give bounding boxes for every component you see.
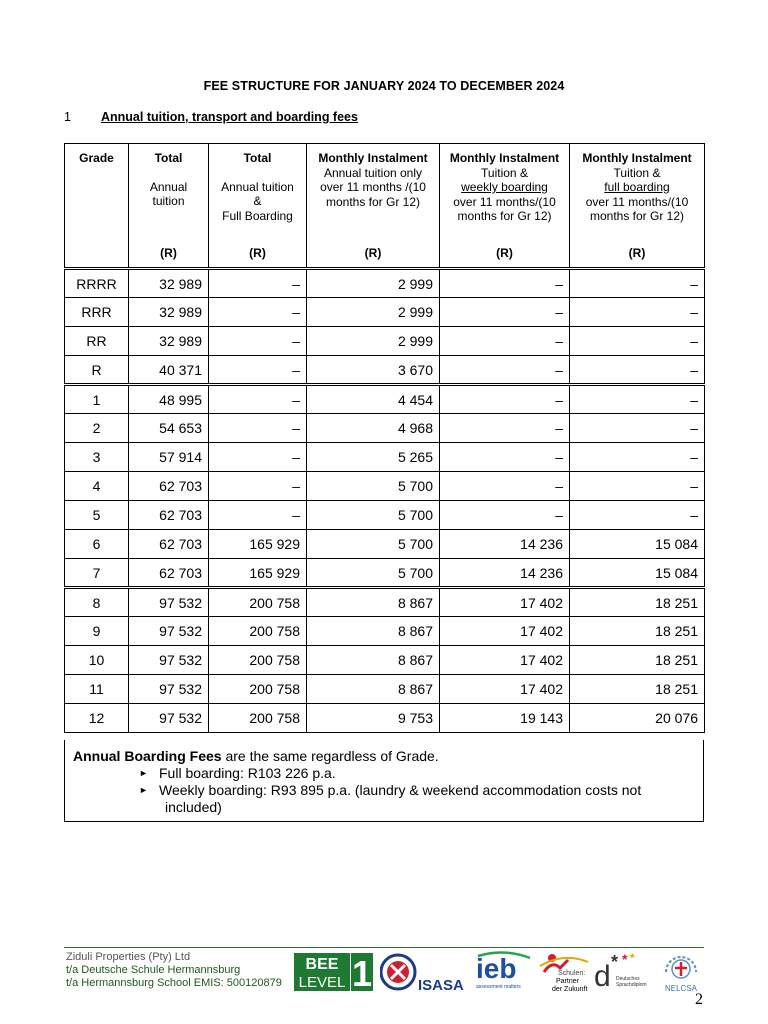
cell-monthly-weekly-boarding: 19 143 xyxy=(440,704,570,733)
header-monthly-full-boarding: Monthly Instalment Tuition & full boarding over 11 months/(10 months for Gr 12) (R) xyxy=(570,144,705,269)
svg-text:1: 1 xyxy=(351,953,373,991)
header-grade: Grade xyxy=(65,144,129,269)
table-row xyxy=(65,588,705,617)
cell-total-tuition-full-boarding: – xyxy=(209,298,307,327)
cell-monthly-weekly-boarding: – xyxy=(440,269,570,298)
cell-monthly-weekly-boarding: 17 402 xyxy=(440,646,570,675)
cell-monthly-full-boarding: – xyxy=(570,443,705,472)
cell-monthly-weekly-boarding: 17 402 xyxy=(440,588,570,617)
cell-monthly-tuition-only: 5 700 xyxy=(307,559,440,588)
svg-text:BEE: BEE xyxy=(305,956,339,973)
cell-monthly-weekly-boarding: – xyxy=(440,472,570,501)
bullet-icon: ► xyxy=(139,768,148,778)
svg-text:*: * xyxy=(630,951,635,965)
cell-total-tuition-full-boarding: 200 758 xyxy=(209,675,307,704)
cell-monthly-tuition-only: 8 867 xyxy=(307,617,440,646)
header-monthly-tuition-only: Monthly Instalment Annual tuition only over 11 months /(10 months for Gr 12) (R) xyxy=(307,144,440,269)
document-title: FEE STRUCTURE FOR JANUARY 2024 TO DECEMBER 2024 xyxy=(203,79,565,93)
cell-total-tuition-full-boarding: 165 929 xyxy=(209,530,307,559)
note-lead: Annual Boarding Fees are the same regardless of Grade. xyxy=(73,748,439,764)
cell-total-annual-tuition: 62 703 xyxy=(129,530,209,559)
table-row xyxy=(65,327,705,356)
pasch-logo xyxy=(538,950,590,994)
cell-monthly-weekly-boarding: – xyxy=(440,443,570,472)
fee-table-header-row xyxy=(65,144,705,269)
cell-grade: 2 xyxy=(65,414,129,443)
cell-grade: 7 xyxy=(65,559,129,588)
footer-logos xyxy=(292,950,704,995)
cell-total-tuition-full-boarding: – xyxy=(209,356,307,385)
svg-text:Sprachdiplom: Sprachdiplom xyxy=(616,982,647,988)
cell-monthly-weekly-boarding: 17 402 xyxy=(440,675,570,704)
cell-monthly-tuition-only: 4 454 xyxy=(307,385,440,414)
cell-monthly-full-boarding: 18 251 xyxy=(570,588,705,617)
isasa-logo xyxy=(380,952,468,994)
cell-monthly-full-boarding: – xyxy=(570,501,705,530)
table-row xyxy=(65,356,705,385)
header-monthly-weekly-boarding: Monthly Instalment Tuition & weekly boarding over 11 months/(10 months for Gr 12) (R) xyxy=(440,144,570,269)
section-heading-row xyxy=(64,110,358,124)
cell-grade: 11 xyxy=(65,675,129,704)
cell-monthly-full-boarding: – xyxy=(570,472,705,501)
cell-monthly-full-boarding: 18 251 xyxy=(570,646,705,675)
cell-grade: RRRR xyxy=(65,269,129,298)
cell-total-annual-tuition: 97 532 xyxy=(129,646,209,675)
cell-total-annual-tuition: 54 653 xyxy=(129,414,209,443)
cell-monthly-tuition-only: 8 867 xyxy=(307,646,440,675)
table-row xyxy=(65,385,705,414)
cell-total-annual-tuition: 40 371 xyxy=(129,356,209,385)
cell-grade: 10 xyxy=(65,646,129,675)
ieb-logo xyxy=(474,950,534,994)
cell-monthly-tuition-only: 5 700 xyxy=(307,472,440,501)
cell-monthly-tuition-only: 8 867 xyxy=(307,675,440,704)
cell-total-tuition-full-boarding: 200 758 xyxy=(209,588,307,617)
table-row xyxy=(65,472,705,501)
cell-total-annual-tuition: 62 703 xyxy=(129,472,209,501)
cell-monthly-full-boarding: – xyxy=(570,414,705,443)
svg-text:der Zukunft: der Zukunft xyxy=(552,986,588,993)
cell-monthly-weekly-boarding: – xyxy=(440,501,570,530)
cell-monthly-full-boarding: – xyxy=(570,298,705,327)
svg-text:NELCSA: NELCSA xyxy=(664,984,698,993)
company-info: Ziduli Properties (Pty) Ltd t/a Deutsche Schule Hermannsburg t/a Hermannsburg School EMIS: 500120879 xyxy=(66,951,282,989)
cell-total-annual-tuition: 32 989 xyxy=(129,269,209,298)
cell-total-tuition-full-boarding: 165 929 xyxy=(209,559,307,588)
cell-monthly-tuition-only: 2 999 xyxy=(307,327,440,356)
cell-monthly-tuition-only: 5 700 xyxy=(307,530,440,559)
cell-total-annual-tuition: 48 995 xyxy=(129,385,209,414)
cell-monthly-weekly-boarding: – xyxy=(440,414,570,443)
cell-monthly-tuition-only: 2 999 xyxy=(307,298,440,327)
cell-monthly-full-boarding: 18 251 xyxy=(570,675,705,704)
cell-total-tuition-full-boarding: 200 758 xyxy=(209,704,307,733)
cell-grade: R xyxy=(65,356,129,385)
cell-monthly-tuition-only: 4 968 xyxy=(307,414,440,443)
cell-monthly-tuition-only: 9 753 xyxy=(307,704,440,733)
cell-grade: 3 xyxy=(65,443,129,472)
table-row xyxy=(65,443,705,472)
cell-monthly-tuition-only: 3 670 xyxy=(307,356,440,385)
cell-total-tuition-full-boarding: – xyxy=(209,327,307,356)
cell-monthly-full-boarding: 15 084 xyxy=(570,530,705,559)
cell-total-annual-tuition: 97 532 xyxy=(129,704,209,733)
cell-total-annual-tuition: 62 703 xyxy=(129,501,209,530)
note-item-full-boarding: ► Full boarding: R103 226 p.a. xyxy=(139,765,336,781)
cell-grade: 8 xyxy=(65,588,129,617)
table-row xyxy=(65,298,705,327)
page-number: 2 xyxy=(695,991,703,1008)
cell-total-tuition-full-boarding: – xyxy=(209,269,307,298)
cell-total-annual-tuition: 97 532 xyxy=(129,588,209,617)
table-row xyxy=(65,617,705,646)
header-total-annual-tuition: Total Annual tuition (R) xyxy=(129,144,209,269)
cell-total-tuition-full-boarding: – xyxy=(209,414,307,443)
table-row xyxy=(65,530,705,559)
cell-monthly-full-boarding: 15 084 xyxy=(570,559,705,588)
cell-grade: 5 xyxy=(65,501,129,530)
table-row xyxy=(65,414,705,443)
cell-monthly-weekly-boarding: 14 236 xyxy=(440,530,570,559)
table-row xyxy=(65,646,705,675)
cell-total-annual-tuition: 57 914 xyxy=(129,443,209,472)
table-row xyxy=(65,675,705,704)
cell-grade: RRR xyxy=(65,298,129,327)
cell-monthly-full-boarding: – xyxy=(570,269,705,298)
svg-text:assessment matters: assessment matters xyxy=(476,984,521,990)
cell-grade: 1 xyxy=(65,385,129,414)
svg-text:ieb: ieb xyxy=(476,953,517,984)
svg-text:Schulen:: Schulen: xyxy=(558,970,586,977)
dsd-logo xyxy=(594,950,654,994)
cell-grade: 6 xyxy=(65,530,129,559)
cell-monthly-weekly-boarding: – xyxy=(440,385,570,414)
bee-level-logo xyxy=(294,953,374,991)
cell-monthly-full-boarding: – xyxy=(570,327,705,356)
svg-text:ISASA: ISASA xyxy=(418,977,464,994)
table-row xyxy=(65,269,705,298)
cell-total-annual-tuition: 97 532 xyxy=(129,617,209,646)
cell-monthly-full-boarding: – xyxy=(570,356,705,385)
cell-grade: 9 xyxy=(65,617,129,646)
cell-grade: 4 xyxy=(65,472,129,501)
cell-monthly-weekly-boarding: – xyxy=(440,327,570,356)
cell-monthly-tuition-only: 8 867 xyxy=(307,588,440,617)
cell-total-annual-tuition: 62 703 xyxy=(129,559,209,588)
bullet-icon: ► xyxy=(139,785,148,795)
fee-table xyxy=(64,143,705,733)
cell-monthly-tuition-only: 5 700 xyxy=(307,501,440,530)
section-number: 1 xyxy=(64,110,71,124)
cell-total-tuition-full-boarding: – xyxy=(209,501,307,530)
cell-monthly-weekly-boarding: 14 236 xyxy=(440,559,570,588)
cell-total-tuition-full-boarding: – xyxy=(209,385,307,414)
cell-monthly-tuition-only: 2 999 xyxy=(307,269,440,298)
cell-total-annual-tuition: 97 532 xyxy=(129,675,209,704)
footer-divider xyxy=(64,947,704,948)
fee-table-body xyxy=(65,269,705,733)
header-total-tuition-full-boarding: Total Annual tuition & Full Boarding (R) xyxy=(209,144,307,269)
cell-total-tuition-full-boarding: – xyxy=(209,472,307,501)
cell-monthly-weekly-boarding: – xyxy=(440,356,570,385)
svg-text:Deutsches: Deutsches xyxy=(616,976,640,982)
cell-monthly-full-boarding: 18 251 xyxy=(570,617,705,646)
cell-grade: 12 xyxy=(65,704,129,733)
note-item-weekly-boarding: ► Weekly boarding: R93 895 p.a. (laundry & weekend accommodation costs not included) xyxy=(139,782,642,815)
svg-text:LEVEL: LEVEL xyxy=(298,974,346,991)
table-row xyxy=(65,704,705,733)
section-heading: Annual tuition, transport and boarding fees xyxy=(101,110,358,124)
cell-total-tuition-full-boarding: 200 758 xyxy=(209,646,307,675)
svg-text:d: d xyxy=(594,960,611,993)
table-row xyxy=(65,501,705,530)
svg-text:*: * xyxy=(611,952,619,972)
boarding-fees-note xyxy=(64,740,704,822)
cell-total-tuition-full-boarding: 200 758 xyxy=(209,617,307,646)
svg-text:*: * xyxy=(622,951,628,967)
cell-monthly-full-boarding: 20 076 xyxy=(570,704,705,733)
cell-monthly-weekly-boarding: 17 402 xyxy=(440,617,570,646)
table-row xyxy=(65,559,705,588)
cell-monthly-tuition-only: 5 265 xyxy=(307,443,440,472)
cell-total-tuition-full-boarding: – xyxy=(209,443,307,472)
note-list xyxy=(139,765,695,816)
cell-grade: RR xyxy=(65,327,129,356)
cell-monthly-weekly-boarding: – xyxy=(440,298,570,327)
cell-total-annual-tuition: 32 989 xyxy=(129,327,209,356)
cell-total-annual-tuition: 32 989 xyxy=(129,298,209,327)
nelcsa-logo xyxy=(658,950,704,994)
cell-monthly-full-boarding: – xyxy=(570,385,705,414)
svg-text:Partner: Partner xyxy=(556,978,579,985)
